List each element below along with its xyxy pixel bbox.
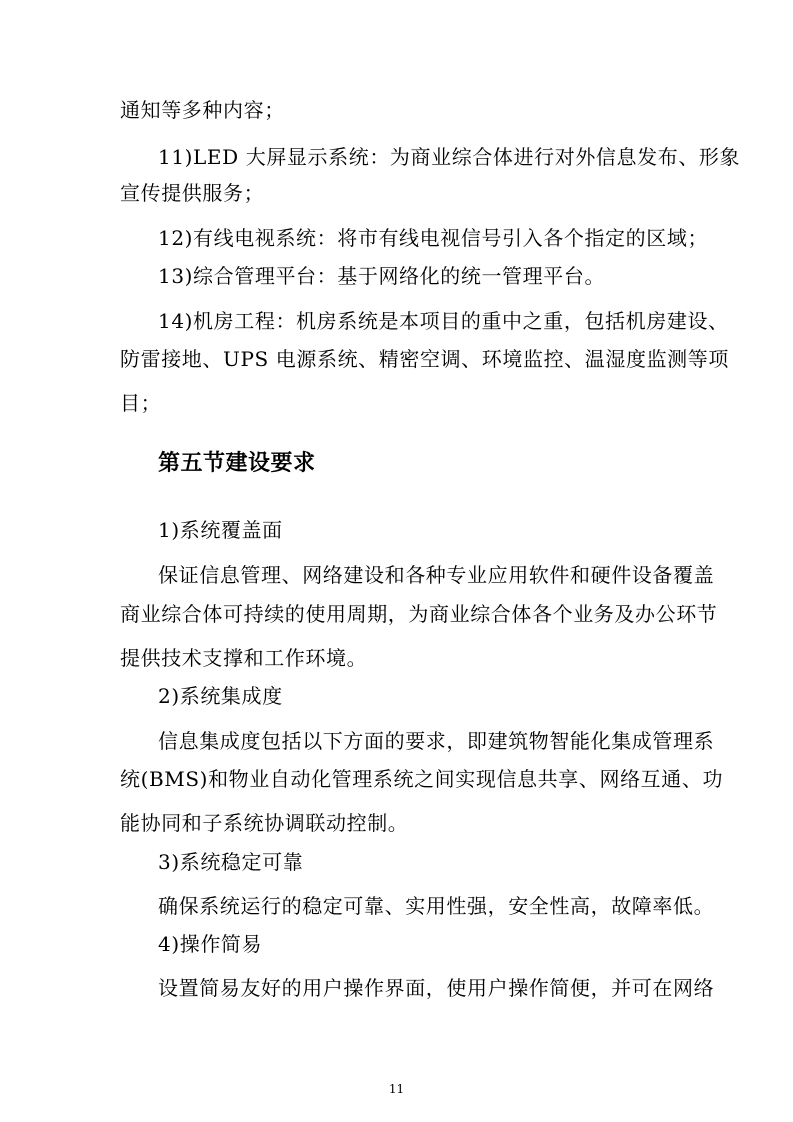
- text-line: 信息集成度包括以下方面的要求，即建筑物智能化集成管理系: [158, 729, 715, 753]
- text-line: 提供技术支撑和工作环境。: [120, 646, 368, 670]
- page-number: 11: [388, 1082, 405, 1096]
- text-line: 4)操作简易: [158, 932, 263, 956]
- text-line: 宣传提供服务；: [120, 181, 265, 205]
- text-line: 目；: [120, 391, 162, 415]
- text-line: 1)系统覆盖面: [158, 518, 283, 542]
- text-line: 商业综合体可持续的使用周期，为商业综合体各个业务及办公环节: [120, 602, 718, 626]
- text-line: 通知等多种内容；: [120, 98, 285, 122]
- text-line: 防雷接地、UPS 电源系统、精密空调、环境监控、温湿度监测等项: [120, 347, 729, 371]
- text-line: 13)综合管理平台：基于网络化的统一管理平台。: [158, 264, 606, 288]
- text-line: 统(BMS)和物业自动化管理系统之间实现信息共享、网络互通、功: [120, 767, 724, 791]
- text-line: 设置简易友好的用户操作界面，使用户操作简便，并可在网络: [158, 976, 715, 1000]
- text-line: 11)LED 大屏显示系统：为商业综合体进行对外信息发布、形象: [158, 145, 741, 169]
- text-line: 12)有线电视系统：将市有线电视信号引入各个指定的区域；: [158, 226, 709, 250]
- text-line: 能协同和子系统协调联动控制。: [120, 811, 409, 835]
- text-line: 2)系统集成度: [158, 684, 283, 708]
- text-line: 保证信息管理、网络建设和各种专业应用软件和硬件设备覆盖: [158, 563, 715, 587]
- text-line: 确保系统运行的稳定可靠、实用性强，安全性高，故障率低。: [158, 894, 715, 918]
- text-line: 14)机房工程：机房系统是本项目的重中之重，包括机房建设、: [158, 309, 729, 333]
- text-line: 3)系统稳定可靠: [158, 850, 304, 874]
- section-heading: 第五节建设要求: [158, 450, 316, 476]
